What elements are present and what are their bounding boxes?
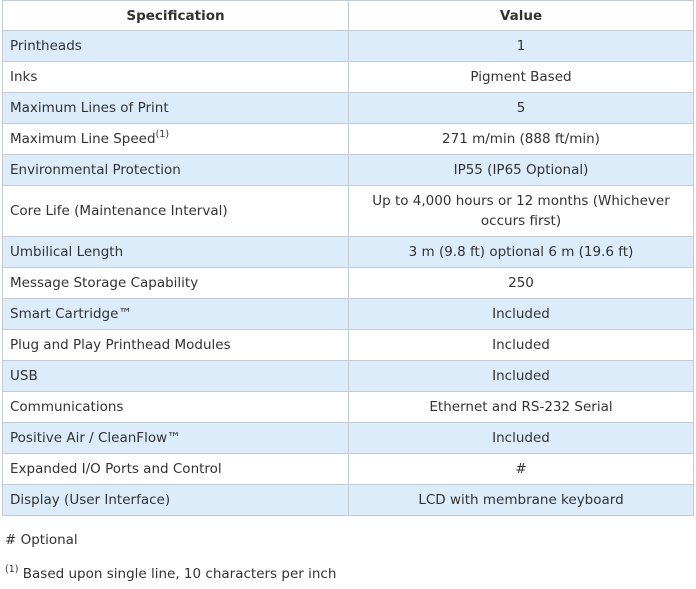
table-row bbox=[3, 485, 694, 516]
spec-value: 1 bbox=[349, 31, 694, 62]
spec-value: 3 m (9.8 ft) optional 6 m (19.6 ft) bbox=[349, 237, 694, 268]
spec-name: Communications bbox=[3, 392, 349, 423]
table-row bbox=[3, 93, 694, 124]
spec-name: Environmental Protection bbox=[3, 155, 349, 186]
spec-name: Positive Air / CleanFlow™ bbox=[3, 423, 349, 454]
header-value: Value bbox=[349, 1, 694, 31]
table-row bbox=[3, 124, 694, 155]
spec-value: Ethernet and RS-232 Serial bbox=[349, 392, 694, 423]
spec-name: Maximum Lines of Print bbox=[3, 93, 349, 124]
spec-name: Umbilical Length bbox=[3, 237, 349, 268]
table-row bbox=[3, 454, 694, 485]
spec-value: 250 bbox=[349, 268, 694, 299]
spec-value: Included bbox=[349, 423, 694, 454]
spec-value: 271 m/min (888 ft/min) bbox=[349, 124, 694, 155]
spec-name: USB bbox=[3, 361, 349, 392]
spec-value: LCD with membrane keyboard bbox=[349, 485, 694, 516]
spec-name: Inks bbox=[3, 62, 349, 93]
spec-value: Included bbox=[349, 361, 694, 392]
table-row bbox=[3, 31, 694, 62]
footnote-marker: (1) bbox=[5, 563, 19, 575]
spec-value: Included bbox=[349, 299, 694, 330]
spec-name: Display (User Interface) bbox=[3, 485, 349, 516]
spec-name: Message Storage Capability bbox=[3, 268, 349, 299]
spec-value: Up to 4,000 hours or 12 months (Whichever occurs first) bbox=[349, 186, 694, 237]
footnote-marker: (1) bbox=[155, 128, 170, 140]
spec-value: Included bbox=[349, 330, 694, 361]
spec-value: IP55 (IP65 Optional) bbox=[349, 155, 694, 186]
table-row bbox=[3, 268, 694, 299]
spec-name-text: Maximum Line Speed bbox=[10, 131, 156, 147]
specification-table bbox=[2, 0, 694, 516]
table-header-row bbox=[3, 1, 694, 31]
table-row bbox=[3, 186, 694, 237]
spec-name: Printheads bbox=[3, 31, 349, 62]
table-row bbox=[3, 62, 694, 93]
spec-value: # bbox=[349, 454, 694, 485]
spec-name: Core Life (Maintenance Interval) bbox=[3, 186, 349, 237]
table-row bbox=[3, 423, 694, 454]
header-specification: Specification bbox=[3, 1, 349, 31]
optional-note: # Optional bbox=[5, 532, 78, 548]
footnote-text: Based upon single line, 10 characters per inch bbox=[18, 566, 337, 582]
table-row bbox=[3, 299, 694, 330]
spec-value: Pigment Based bbox=[349, 62, 694, 93]
table-row bbox=[3, 330, 694, 361]
footnote bbox=[5, 564, 336, 584]
table-row bbox=[3, 361, 694, 392]
spec-name-with-footnote bbox=[3, 124, 349, 155]
table-row bbox=[3, 237, 694, 268]
spec-value: 5 bbox=[349, 93, 694, 124]
spec-name: Plug and Play Printhead Modules bbox=[3, 330, 349, 361]
spec-name: Expanded I/O Ports and Control bbox=[3, 454, 349, 485]
table-row bbox=[3, 392, 694, 423]
spec-name: Smart Cartridge™ bbox=[3, 299, 349, 330]
table-row bbox=[3, 155, 694, 186]
